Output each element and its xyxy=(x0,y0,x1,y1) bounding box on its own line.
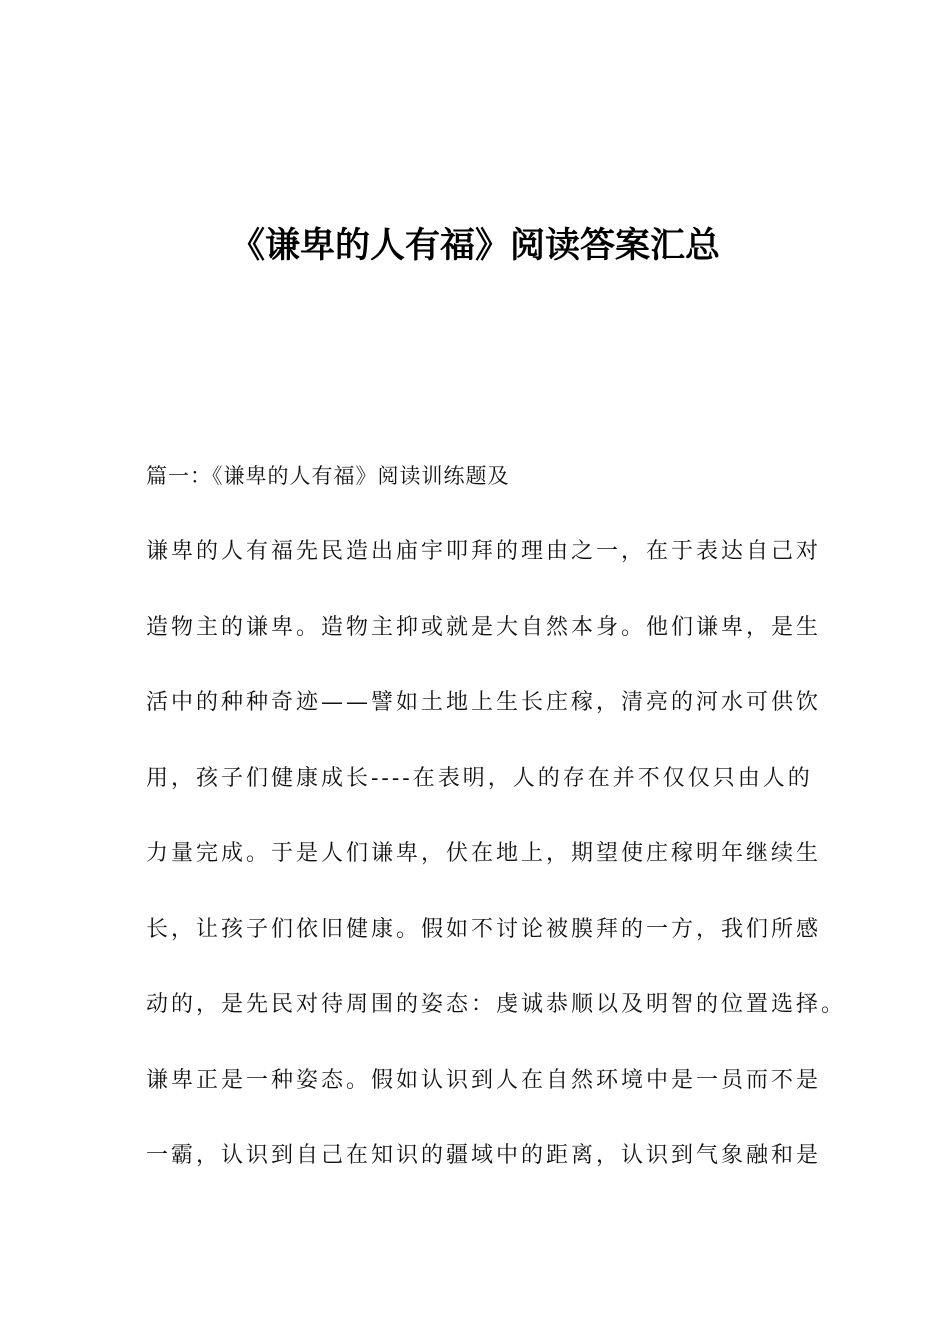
text-line: 谦卑的人有福先民造出庙宇叩拜的理由之一，在于表达自己对 xyxy=(146,539,822,564)
document-title: 《谦卑的人有福》阅读答案汇总 xyxy=(229,226,720,266)
section-heading: 篇一：《谦卑的人有福》阅读训练题及 xyxy=(146,464,510,488)
text-line: 力量完成。于是人们谦卑，伏在地上，期望使庄稼明年继续生 xyxy=(146,841,822,866)
text-line: 长，让孩子们依旧健康。假如不讨论被膜拜的一方，我们所感 xyxy=(146,916,822,942)
body-text xyxy=(146,536,846,1216)
text-line: 造物主的谦卑。造物主抑或就是大自然本身。他们谦卑，是生 xyxy=(146,614,822,640)
text-line: 用，孩子们健康成长----在表明，人的存在并不仅仅只由人的 xyxy=(146,765,813,791)
text-line: 一霸，认识到自己在知识的疆域中的距离，认识到气象融和是 xyxy=(146,1143,822,1168)
text-line: 动的，是先民对待周围的姿态：虔诚恭顺以及明智的位置选择。 xyxy=(146,992,847,1017)
text-line: 谦卑正是一种姿态。假如认识到人在自然环境中是一员而不是 xyxy=(146,1067,822,1093)
text-line: 活中的种种奇迹——譬如土地上生长庄稼，清亮的河水可供饮 xyxy=(146,690,822,715)
